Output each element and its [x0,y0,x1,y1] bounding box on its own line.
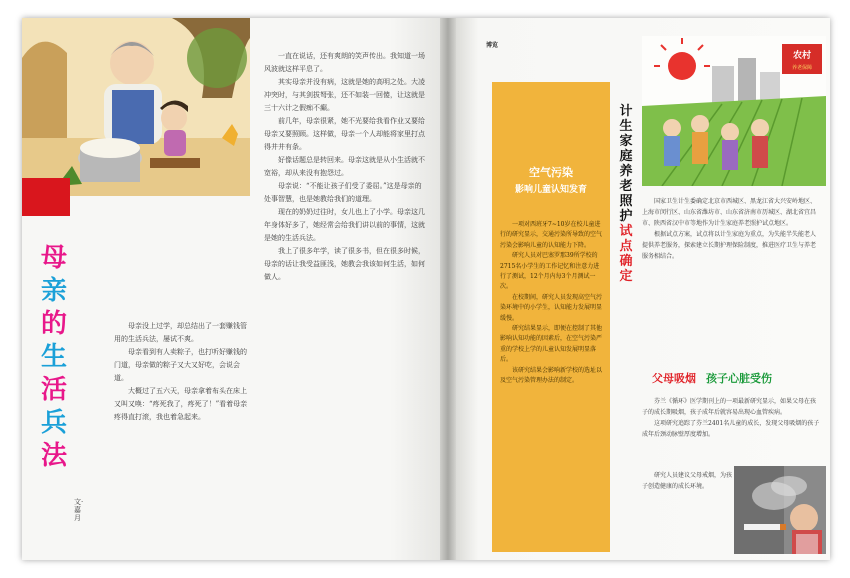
paragraph: 我上了很多年学，读了很多书，但在很多时候，母亲的话让我受益匪浅，她教会我该如何生活，如何做人。 [264,247,425,281]
title-char: 庭 [619,149,633,164]
title-char: 活 [40,375,67,405]
paragraph: 根据试点方案，试点将以计生家庭为重点，为失能半失能老人提供养老服务，探索建立长期护理保险制度，推进医疗卫生与养老服务相结合。 [642,231,817,260]
paragraph: 研究人员对巴塞罗那39所学校的2715名小学生的工作记忆和注意力进行了测试，12个月内每3个月测试一次。 [500,252,600,291]
title-char: 养 [619,164,633,179]
running-head: 博览 [486,42,499,49]
left-page [22,18,440,560]
paragraph: 研究结果显示，即便在控制了其他影响认知功能的因素后，在空气污染严重的学校上学的儿童认知发展明显落后。 [500,325,603,364]
main-article-body [642,196,820,346]
paragraph: 在校期间，研究人员发现高空气污染环境中的小学生，认知能力发展明显缓慢。 [500,293,603,322]
article-title [38,242,70,473]
paragraph: 研究人员建议父母戒烟，为孩子创造健康的成长环境。 [642,472,733,490]
title-char-red: 点 [619,239,633,254]
main-article-title [616,104,636,284]
title-char: 的 [40,309,67,339]
title-char: 计 [619,104,633,119]
paragraph: 国家卫生计生委确定北京市西城区、黑龙江省大兴安岭地区、上海市闵行区、山东省潍坊市、山东省济南市历城区、湖北省宜昌市、陕西省汉中市等地作为计生家庭养老照护试点地区。 [642,198,817,227]
right-page [456,18,830,560]
paragraph: 好像话题总是转回来。母亲这就是从小生活就不宽裕，却从来没有抱怨过。 [264,156,425,177]
paragraph: 母亲没上过学，却总结出了一套赚钱管用的生活兵法，屡试不爽。 [114,322,247,343]
left-text-column-1 [114,320,252,556]
smoking-article-body-end [642,470,732,554]
svg-text:养老保障: 养老保障 [791,65,813,71]
title-char: 老 [619,179,633,194]
left-text-column-2 [264,50,426,555]
paragraph: 现在的奶奶过往时，女儿也上了小学。母亲这几年身体好多了，她经常会给我们讲以前的事情，这就是她的生活兵法。 [264,208,425,242]
title-char-red: 定 [619,269,633,284]
paragraph: 这项研究追踪了芬兰2401名儿童的成长，发现父母吸烟的孩子成年后颈动脉壁厚度增加。 [642,420,820,438]
title-char: 母 [40,243,67,273]
box-subtitle: 影响儿童认知发育 [514,185,587,195]
title-char: 家 [619,134,633,149]
paragraph: 一直在说话，还有爽朗的笑声传出。我知道一场风波就这样平息了。 [264,52,425,73]
sidebar-box-air-pollution [492,82,610,552]
red-accent-block [22,178,70,216]
smoking-article-body [642,396,820,470]
author-byline: 文·嘉月 [74,498,84,522]
book-gutter [440,18,456,560]
smoking-photo [734,466,826,554]
paragraph: 母亲看到有人卖粽子，也打听好赚钱的门道，母亲做的粽子又大又好吃，会说会道。 [114,348,247,382]
paragraph: 芬兰《循环》医学期刊上的一项最新研究显示，如果父母在孩子的成长期吸烟，孩子成年后就容易出现心血管疾病。 [642,398,817,416]
title-char: 亲 [40,276,67,306]
paragraph: 前几年，母亲很紧，她不光要给我看作业又要给母亲又要照顾。这样做，母亲一个人却能将家里打点得井井有条。 [264,117,425,151]
paragraph: 大概过了五六天，母亲拿着布头在床上又叫又唤：“疼死我了，疼死了！”看着母亲疼得直打滚，我也着急起来。 [114,387,248,421]
headline-part-b: 孩子心脏受伤 [706,372,772,385]
title-char-red: 试 [619,224,633,239]
title-char: 法 [40,441,67,471]
paragraph: 母亲说：“不能让孩子们受了委屈。”这是母亲的处事智慧，也是她教给我们的道理。 [264,182,422,203]
cartoon-sign-text: 农村 [792,51,812,61]
title-char-red: 确 [619,254,633,269]
title-char: 生 [40,342,67,372]
paragraph: 其实母亲并没有病，这就是她的高明之处。大凌冲突时，与其剑拔弩张，还不如装一回傻，让这就是三十六计之假痴不癫。 [264,78,425,112]
title-char: 兵 [40,408,67,438]
title-char: 护 [619,209,633,224]
box-title: 空气污染 [529,166,573,179]
paragraph: 该研究结果会影响新学校的选址以及空气污染管理办法的制定。 [500,366,603,385]
magazine-spread [22,18,830,560]
paragraph: 一项对西班牙7~10岁在校儿童进行的研究显示，交通污染所导致的空气污染会影响儿童的认知能力下降。 [500,221,603,249]
smoking-article-headline [652,370,772,386]
grandmother-illustration [22,18,250,196]
title-char: 生 [619,119,633,134]
title-char: 照 [619,194,633,209]
box-body [500,220,602,387]
elderly-care-cartoon [642,36,826,186]
headline-part-a: 父母吸烟 [652,372,696,385]
